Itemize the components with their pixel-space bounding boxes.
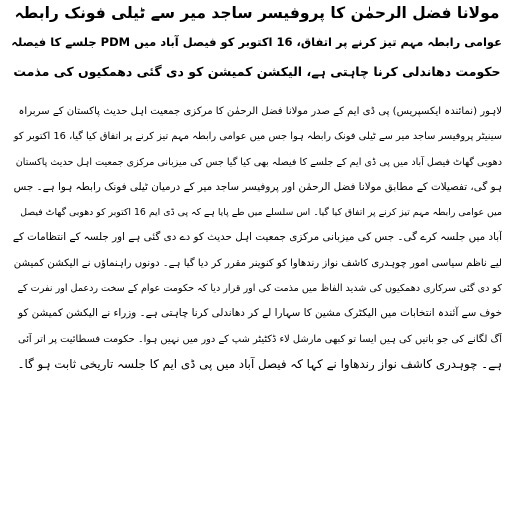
article-line: خوف سے آئندہ انتخابات میں الیکٹرک مشین کا سہارا لے کر دھاندلی کرنا چاہتی ہے۔ وزراء نے الیکشن کمیشن کو bbox=[18, 307, 502, 320]
article-line: ہو گی، تفصیلات کے مطابق مولانا فضل الرحمٰن اور پروفیسر ساجد میر کے درمیان ٹیلی فونک رابطہ ہوا ہے۔ جس bbox=[13, 180, 502, 193]
article-line: لیے ناظم سیاسی امور چوہدری کاشف نواز رندھاوا کو کنوینر مقرر کر دیا گیا ہے۔ دونوں راہنماؤں نے الیکشن کمیشن bbox=[13, 257, 502, 269]
headline-subtitle-second: حکومت دھاندلی کرنا چاہتی ہے، الیکشن کمیشن کو دی گئی دھمکیوں کی مذمت bbox=[13, 64, 501, 79]
article-line: میں عوامی رابطہ مہم تیز کرنے پر اتفاق کیا گیا۔ اس سلسلے میں طے پایا ہے کہ پی ڈی ایم 16 اکتوبر کو دھوبی گھاٹ فیصل bbox=[20, 207, 502, 219]
article-line: کو دی گئی سرکاری دھمکیوں کی شدید الفاظ میں مذمت کی اور قرار دیا کہ حکومت عوام کے سخت ردعمل اور نفرت کے bbox=[17, 283, 502, 295]
article-line: دھوبی گھاٹ فیصل آباد میں پی ڈی ایم کے جلسے کا فیصلہ بھی کیا گیا جس کی میزبانی مرکزی جمعیت اہل حدیث پاکستان bbox=[15, 156, 502, 168]
spacer bbox=[12, 89, 502, 99]
article-line: سینیٹر پروفیسر ساجد میر سے ٹیلی فونک رابطہ ہوا جس میں عوامی رابطہ مہم تیز کرنے پر اتفاق کیا گیا، 16 اکتوبر کو bbox=[13, 131, 502, 143]
article-line: لاہور (نمائندہ ایکسپریس) پی ڈی ایم کے صدر مولانا فضل الرحمٰن کا مرکزی جمعیت اہل حدیث پاکستان کے سربراہ bbox=[18, 106, 502, 117]
article-line: آباد میں جلسہ کرے گی۔ جس کی میزبانی مرکزی جمعیت اہل حدیث کو دے دی گئی ہے اور جلسہ کے انتظامات کے bbox=[12, 231, 502, 244]
article-line: ہے۔ چوہدری کاشف نواز رندھاوا نے کہا کہ فیصل آباد میں پی ڈی ایم کا جلسہ تاریخی ثابت ہو گا۔ bbox=[17, 356, 502, 371]
headline-subtitle: عوامی رابطہ مہم تیز کرنے پر اتفاق، 16 اکتوبر کو فیصل آباد میں PDM جلسے کا فیصلہ bbox=[11, 35, 502, 49]
headline-main: مولانا فضل الرحمٰن کا پروفیسر ساجد میر سے ٹیلی فونک رابطہ bbox=[14, 4, 500, 22]
article-body bbox=[12, 99, 502, 377]
article-line: آگ لگانے کی جو باتیں کی ہیں ایسا تو کبھی مارشل لاء ڈکٹیٹر شپ کے دور میں نہیں ہوا۔ حکومت فسطائیت پر اتر آئی bbox=[17, 333, 502, 345]
